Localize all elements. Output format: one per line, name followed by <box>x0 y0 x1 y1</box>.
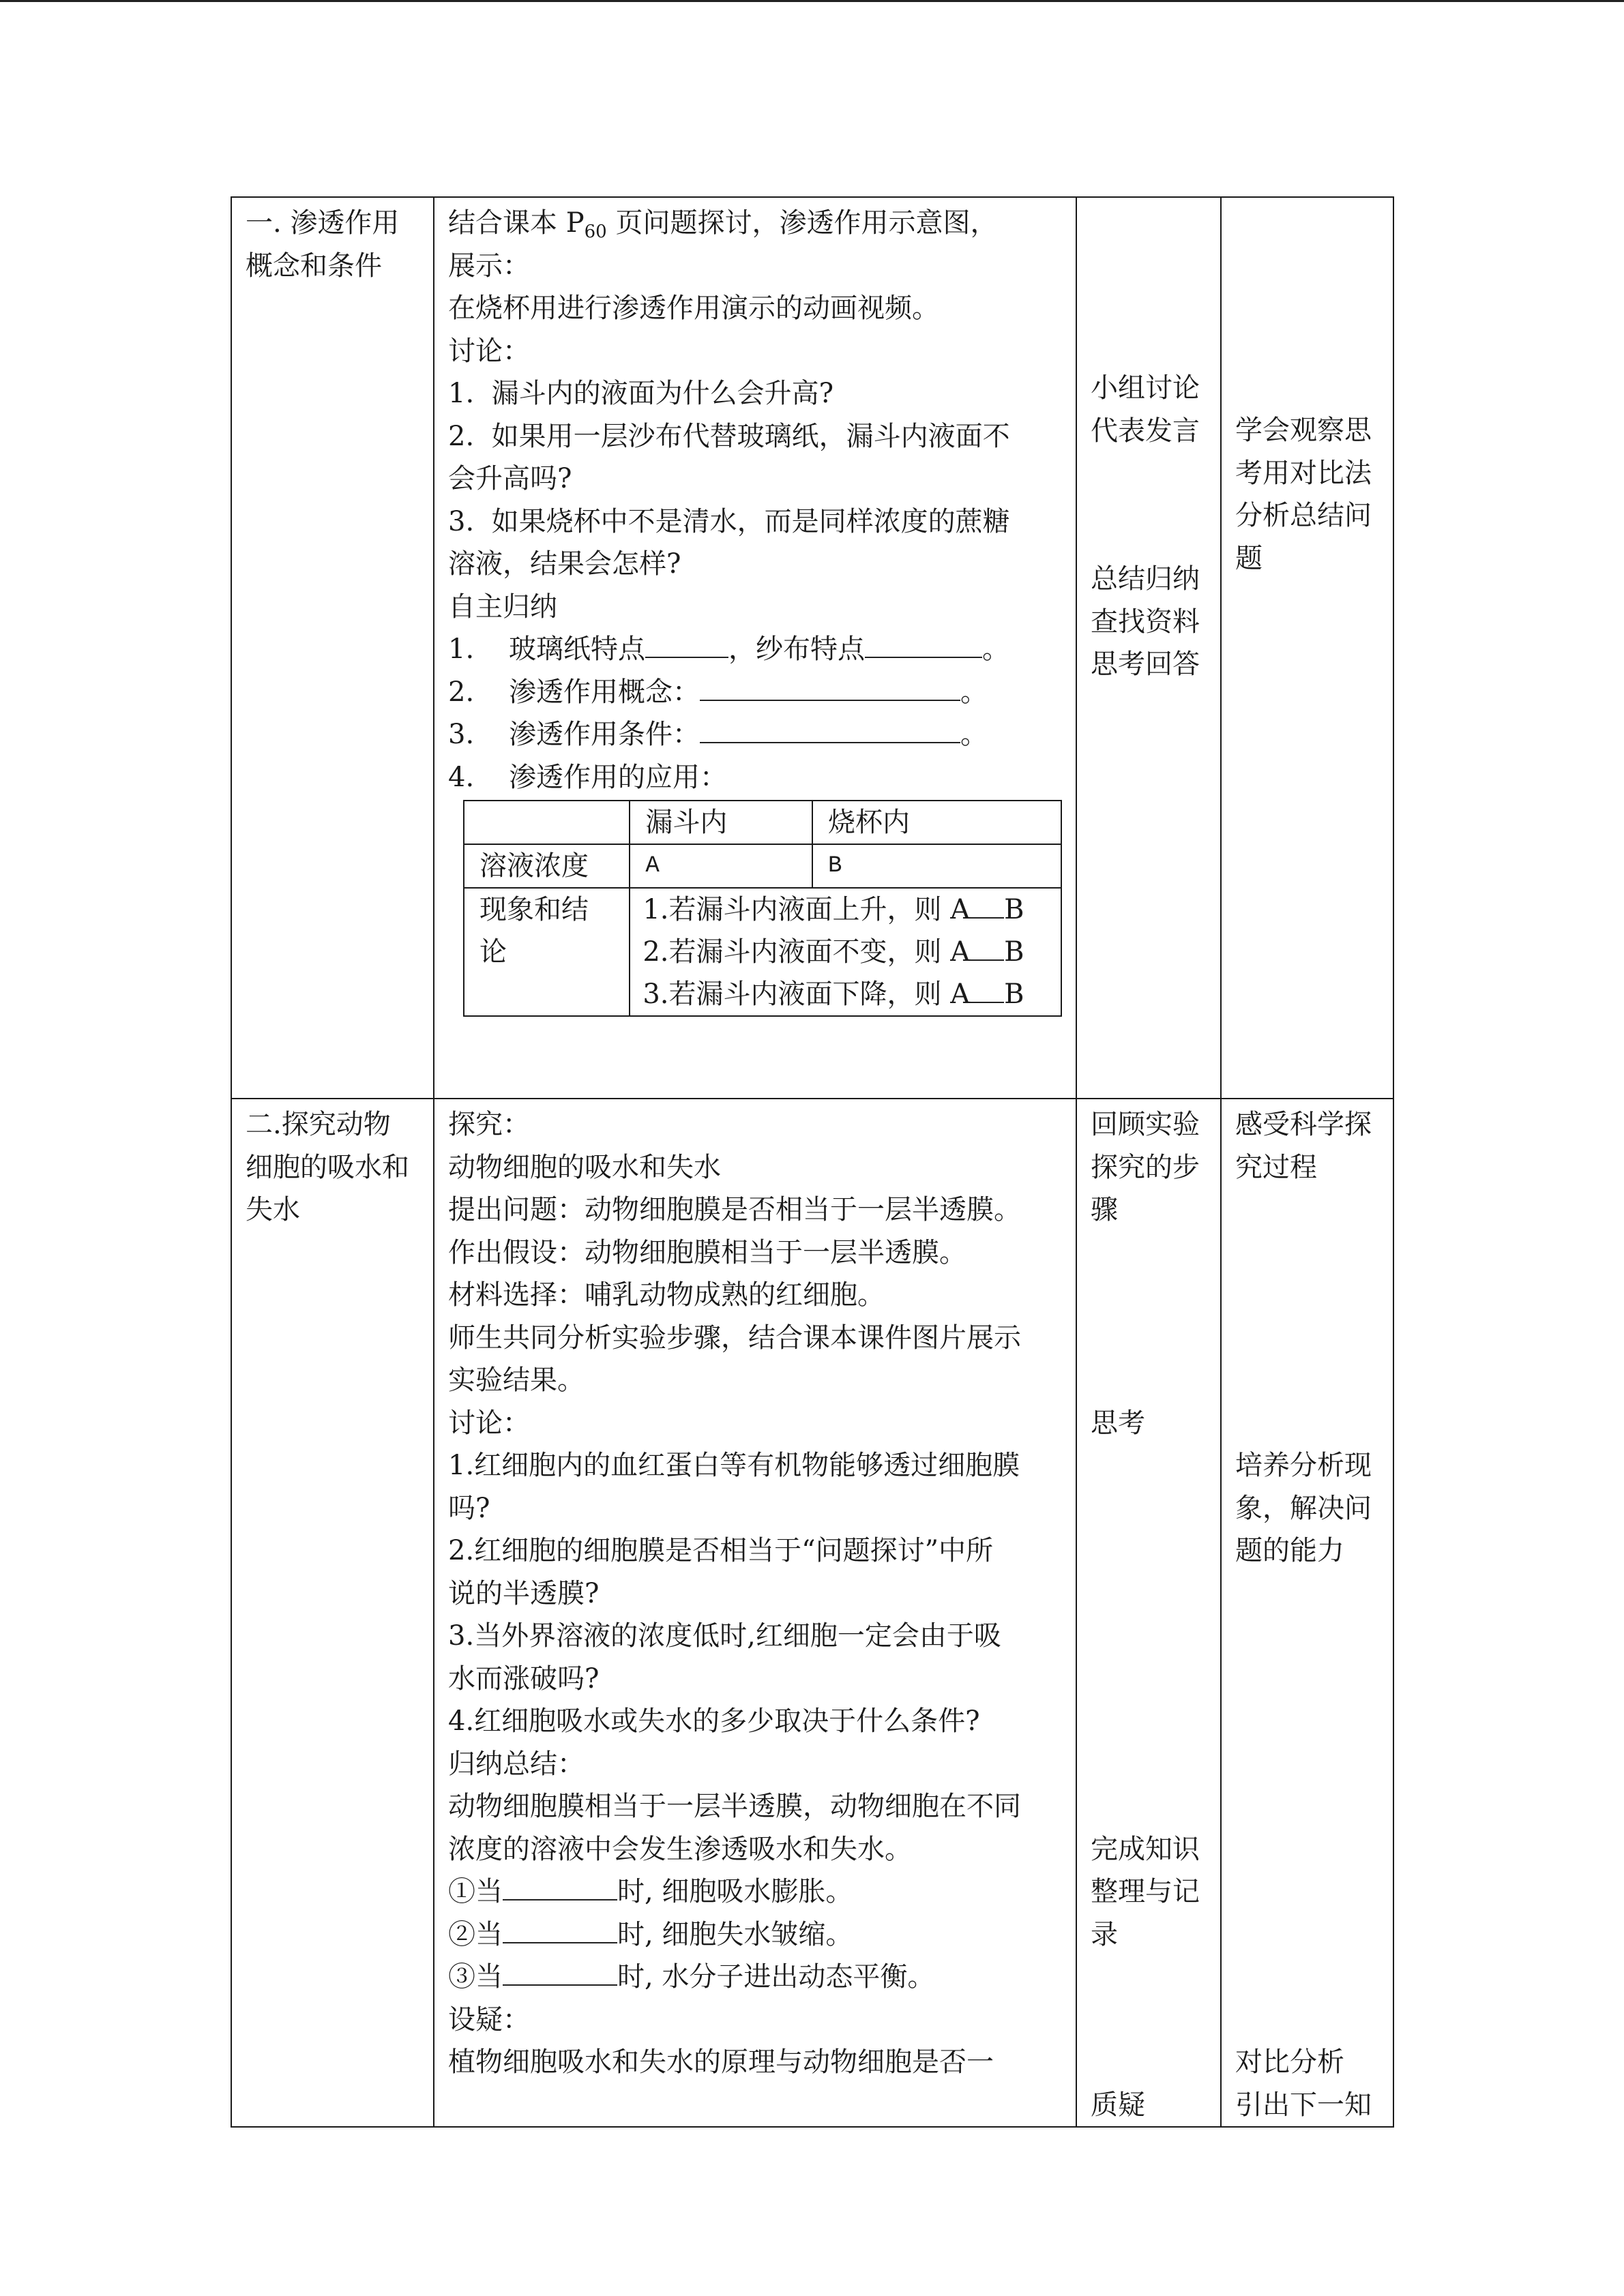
content-line: 1.红细胞内的血红蛋白等有机物能够透过细胞膜 <box>448 1450 1020 1481</box>
design-intent-line: 培养分析现 <box>1235 1450 1372 1481</box>
sub-table-row <box>464 844 1061 888</box>
fill-in-line: ②当 时, 细胞失水皱缩。 <box>448 1918 853 1950</box>
spacer <box>1091 452 1207 558</box>
student-activity-line <box>1091 1700 1207 1743</box>
design-intent-line <box>1235 1743 1379 1786</box>
student-activity-line: 思考 <box>1091 1407 1145 1439</box>
answer-blank <box>700 676 960 701</box>
student-activity-line <box>1091 1743 1207 1786</box>
student-activity-line <box>1091 1956 1207 1999</box>
answer-blank <box>645 633 728 658</box>
student-activity-line: 探究的步 <box>1091 1151 1200 1183</box>
answer-blank <box>970 936 1004 961</box>
content-line: 3. 如果烧杯中不是清水，而是同样浓度的蔗糖 <box>448 505 1010 537</box>
content-line: 会升高吗? <box>448 463 572 494</box>
content-line: 动物细胞的吸水和失水 <box>448 1151 721 1183</box>
content-line: 作出假设：动物细胞膜相当于一层半透膜。 <box>448 1236 966 1268</box>
answer-blank <box>503 1919 617 1943</box>
answer-blank <box>970 894 1004 919</box>
design-intent-line <box>1235 1274 1379 1317</box>
fill-in-line: 1. 玻璃纸特点 ，纱布特点 。 <box>448 633 1010 665</box>
header-cell: 烧杯内 <box>812 801 1061 844</box>
content-line: 探究： <box>448 1109 530 1140</box>
student-activity-line: 查找资料 <box>1091 606 1200 638</box>
content-line: 结合课本 $P_{60}$ 页问题探讨，渗透作用示意图， <box>448 207 998 242</box>
top-rule <box>0 0 1624 2</box>
answer-blank <box>503 1876 617 1900</box>
content-line: 植物细胞吸水和失水的原理与动物细胞是否一 <box>448 2046 994 2078</box>
student-activity-line <box>1091 1359 1207 1402</box>
design-intent-line <box>1235 1317 1379 1360</box>
student-activity-line: 骤 <box>1091 1194 1118 1225</box>
section-title: 细胞的吸水和 <box>246 1151 409 1183</box>
student-activity-line <box>1091 1785 1207 1828</box>
section-title: 二.探究动物 <box>246 1109 391 1140</box>
student-activity-line <box>1091 1317 1207 1360</box>
design-intent-cell <box>1221 197 1393 1099</box>
content-line: 溶液，结果会怎样? <box>448 548 681 580</box>
row-label: 溶液浓度 <box>464 844 630 888</box>
header-cell: 漏斗内 <box>630 801 812 844</box>
design-intent-line <box>1235 1189 1379 1232</box>
content-line: 2.红细胞的细胞膜是否相当于“问题探讨”中所 <box>448 1535 994 1566</box>
content-line: 4. 渗透作用的应用： <box>448 761 728 793</box>
content-line: 讨论： <box>448 335 530 367</box>
osmosis-application-table <box>463 800 1062 1017</box>
content-line: 3.当外界溶液的浓度低时,红细胞一定会由于吸 <box>448 1620 1001 1652</box>
design-intent-cell <box>1221 1099 1393 2127</box>
content-line: 师生共同分析实验步骤，结合课本课件图片展示 <box>448 1322 1021 1354</box>
sub-table-row <box>464 888 1061 1016</box>
content-line: 4.红细胞吸水或失水的多少取决于什么条件? <box>448 1705 980 1737</box>
section-title: 失水 <box>246 1194 300 1225</box>
fill-in-line: ①当 时, 细胞吸水膨胀。 <box>448 1876 853 1907</box>
content-line: 展示： <box>448 250 530 282</box>
student-activity-line <box>1091 1232 1207 1274</box>
content-line: 提出问题：动物细胞膜是否相当于一层半透膜。 <box>448 1194 1021 1225</box>
answer-blank <box>503 1961 617 1986</box>
design-intent-line <box>1235 1870 1379 1913</box>
student-activity-line: 质疑 <box>1091 2089 1145 2121</box>
content-line: 1. 漏斗内的液面为什么会升高? <box>448 378 834 409</box>
content-line: 自主归纳 <box>448 591 557 623</box>
design-intent-line: 引出下一知 <box>1235 2089 1372 2121</box>
design-intent-line: 对比分析 <box>1235 2046 1344 2078</box>
table-row <box>231 1099 1393 2127</box>
design-intent-line <box>1235 1999 1379 2042</box>
design-intent-line <box>1235 1658 1379 1701</box>
student-activity-line: 思考回答 <box>1091 648 1200 680</box>
conclusion-line: 2.若漏斗内液面不变，则 A B <box>643 936 1024 968</box>
conclusion-line: 3.若漏斗内液面下降，则 A B <box>643 979 1024 1010</box>
design-intent-line <box>1235 1232 1379 1274</box>
design-intent-line: 学会观察思 <box>1235 415 1372 446</box>
design-intent-line <box>1235 1828 1379 1871</box>
sub-table-header-row <box>464 801 1061 844</box>
design-intent-line <box>1235 1402 1379 1445</box>
student-activity-line: 完成知识 <box>1091 1833 1200 1865</box>
header-cell <box>464 801 630 844</box>
fill-in-line: ③当 时, 水分子进出动态平衡。 <box>448 1961 935 1993</box>
section-title-cell <box>231 1099 434 2127</box>
student-activity-line <box>1091 1615 1207 1658</box>
design-intent-line: 考用对比法 <box>1235 457 1372 489</box>
design-intent-line: 分析总结问 <box>1235 500 1372 531</box>
student-activity-line <box>1091 1274 1207 1317</box>
design-intent-line <box>1235 1359 1379 1402</box>
answer-blank <box>970 979 1004 1003</box>
content-line: 说的半透膜? <box>448 1577 600 1609</box>
content-line: 讨论： <box>448 1407 530 1439</box>
design-intent-line: 题的能力 <box>1235 1535 1344 1566</box>
answer-blank <box>700 719 960 743</box>
fill-in-line: 2. 渗透作用概念： 。 <box>448 676 988 708</box>
design-intent-line <box>1235 1913 1379 1956</box>
row-label: 现象和结论 <box>464 888 630 1016</box>
table-row <box>231 197 1393 1099</box>
student-activity-line: 整理与记 <box>1091 1876 1200 1907</box>
answer-blank <box>865 633 982 658</box>
design-intent-line <box>1235 1615 1379 1658</box>
conclusion-line: 1.若漏斗内液面上升，则 A B <box>643 894 1024 925</box>
teacher-activity-cell <box>434 1099 1076 2127</box>
student-activity-line <box>1091 1487 1207 1530</box>
student-activity-line: 小组讨论 <box>1091 372 1200 404</box>
student-activity-line: 代表发言 <box>1091 415 1200 447</box>
cell-value: A <box>630 844 812 888</box>
content-line: 在烧杯用进行渗透作用演示的动画视频。 <box>448 293 939 324</box>
fill-in-line: 3. 渗透作用条件： 。 <box>448 719 988 750</box>
student-activity-line <box>1091 1999 1207 2042</box>
content-line: 2. 如果用一层沙布代替玻璃纸，漏斗内液面不 <box>448 420 1010 452</box>
design-intent-line: 究过程 <box>1235 1151 1317 1183</box>
content-line: 归纳总结： <box>448 1748 585 1780</box>
content-line: 吗? <box>448 1492 490 1524</box>
design-intent-line <box>1235 1700 1379 1743</box>
design-intent-line <box>1235 1956 1379 1999</box>
content-line: 动物细胞膜相当于一层半透膜，动物细胞在不同 <box>448 1791 1021 1822</box>
content-line: 设疑： <box>448 2003 530 2036</box>
content-line: 材料选择：哺乳动物成熟的红细胞。 <box>448 1279 885 1311</box>
student-activity-line <box>1091 1572 1207 1615</box>
student-activity-line: 回顾实验 <box>1091 1109 1200 1140</box>
student-activity-line: 录 <box>1091 1918 1118 1950</box>
student-activity-cell <box>1076 1099 1221 2127</box>
student-activity-line <box>1091 1530 1207 1572</box>
student-activity-line <box>1091 1658 1207 1701</box>
teacher-activity-cell <box>434 197 1076 1099</box>
conclusions-cell <box>630 888 1061 1016</box>
design-intent-line: 象，解决问 <box>1235 1492 1372 1524</box>
student-activity-line: 总结归纳 <box>1091 563 1200 595</box>
section-title: 一. 渗透作用 <box>246 207 400 239</box>
design-intent-line: 感受科学探 <box>1235 1109 1372 1140</box>
content-line: 水而涨破吗? <box>448 1663 600 1695</box>
student-activity-cell <box>1076 197 1221 1099</box>
spacer <box>1091 198 1207 367</box>
content-line: 浓度的溶液中会发生渗透吸水和失水。 <box>448 1833 912 1865</box>
cell-value: B <box>812 844 1061 888</box>
design-intent-line: 题 <box>1235 542 1263 574</box>
design-intent-line <box>1235 1785 1379 1828</box>
student-activity-line <box>1091 1444 1207 1487</box>
section-title-cell <box>231 197 434 1099</box>
lesson-table <box>231 196 1394 2128</box>
design-intent-line <box>1235 1572 1379 1615</box>
spacer <box>1235 198 1379 409</box>
student-activity-line <box>1091 2041 1207 2084</box>
section-title: 概念和条件 <box>246 250 382 282</box>
content-line: 实验结果。 <box>448 1365 585 1396</box>
